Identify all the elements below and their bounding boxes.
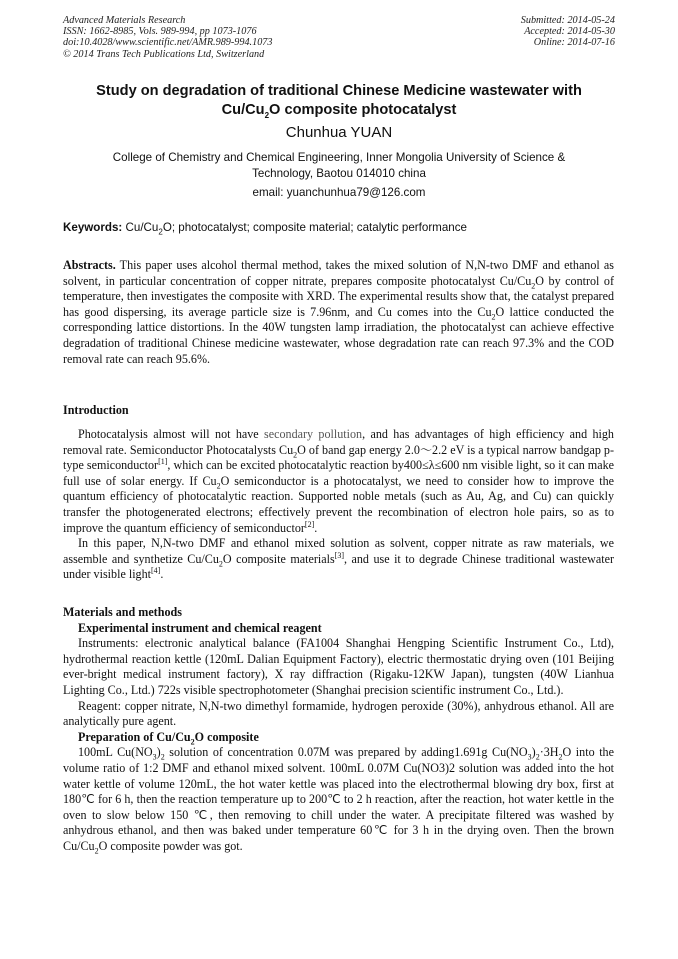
- reagent-paragraph: Reagent: copper nitrate, N,N-two dimethyl formamide, hydrogen peroxide (30%), anhydrous ethanol. All are analytically pure agent.: [63, 698, 614, 729]
- paper-title: [40, 82, 638, 120]
- abstract: Abstracts. This paper uses alcohol thermal method, takes the mixed solution of N,N-two DMF and ethanol as solvent, in particular concentration of copper nitrate, prepares composite photocatalyst $Cu/Cu_2O$ by control of temperature, then investigates the composite with XRD. The experimental results show that, the catalyst prepared has good dispersing, its average particle size is 7.96nm, and Cu comes into the $Cu_2O$ lattice conducted the corresponding lattice distortions. In the 40W tungsten lamp irradiation, the photocatalyst can achieve effective degradation of traditional Chinese medicine wastewater, whose degradation rate can reach 97.3% and the COD removal rate can reach 95.6%.: [63, 258, 614, 366]
- header-left: [63, 15, 272, 60]
- author-name: Chunhua YUAN: [285, 124, 393, 141]
- online-date: Online: 2014-07-16: [533, 37, 615, 49]
- introduction-section: [63, 427, 614, 583]
- keywords: Keywords: $Cu/Cu_2O$; photocatalyst; composite material; catalytic performance: [63, 221, 467, 237]
- submitted-date: Submitted: 2014-05-24: [520, 15, 615, 26]
- preparation-paragraph: 100mL $Cu(NO_3)_2$ solution of concentration 0.07M was prepared by adding1.691g $Cu(NO_3)_2\cdot 3H_2O$ into the volume ratio of 1:2 DMF and ethanol mixed solvent. 100mL 0.07M Cu(NO3)2 solution was added into the hot water kettle of volume 120mL, the hot water kettle was placed into the electrothermal blowing dry box, first at 180℃ for 6 h, then the reaction temperature up to 200℃ to 2 h reaction, after the reaction, hot water kettle in the oven to slow below 150 ℃, then removing to chill under the water. A precipitate filtered was washed by anhydrous ethanol, and then was baked under temperature 60℃ for 3 h in the drying oven. Then the brown $Cu/Cu_2O$ composite powder was got.: [63, 745, 614, 856]
- journal-name: Advanced Materials Research: [63, 15, 186, 26]
- introduction-heading: Introduction: [63, 403, 129, 417]
- accepted-date: Accepted: 2014-05-30: [524, 26, 615, 38]
- copyright: © 2014 Trans Tech Publications Ltd, Switzerland: [63, 48, 265, 60]
- preparation-subheading: Preparation of $Cu/Cu_2O$ composite: [78, 729, 259, 747]
- issn: ISSN: 1662-8985, Vols. 989-994, pp 1073-1076: [63, 26, 257, 38]
- methods-heading: Materials and methods: [63, 605, 182, 619]
- affiliation: College of Chemistry and Chemical Engineering, Inner Mongolia University of Science & Technology, Baotou 014010 china: [112, 151, 566, 180]
- doi: doi:10.4028/www.scientific.net/AMR.989-994.1073: [63, 37, 273, 49]
- header-right: [521, 15, 615, 49]
- instrument-subheading: Experimental instrument and chemical reagent: [78, 620, 322, 635]
- author-email: email: yuanchunhua79@126.com: [252, 186, 426, 199]
- methods-section: [63, 605, 614, 855]
- abstract-label: Abstracts.: [63, 258, 116, 272]
- title-line-2: $Cu/Cu_2O$ composite photocatalyst: [221, 102, 457, 120]
- intro-paragraph-1: Photocatalysis almost will not have secondary pollution, and has advantages of high efficiency and high removal rate. Semiconductor Photocatalysts $Cu_2O$ of band gap energy 2.0～2.2 eV is a typical narrow bandgap p-type semiconductor[1], which can be excited photocatalytic reaction by400≤λ≤600 nm visible light, so it can make full use of solar energy. If $Cu_2O$ semiconductor is a photocatalyst, we need to consider how to improve the quantum efficiency of photocatalytic reaction. Supported noble metals (such as Au, Ag, and Cu) can quickly transfer the photogenerated electrons; effectively prevent the recombination of electron hole pairs, so as to improve the quantum efficiency of semiconductor[2].: [63, 427, 614, 535]
- intro-paragraph-2: In this paper, N,N-two DMF and ethanol mixed solution as solvent, copper nitrate as raw materials, we assemble and synthetize $Cu/Cu_2O$ composite materials[3], and use it to degrade Chinese traditional wastewater under visible light[4].: [63, 536, 614, 582]
- instruments-paragraph: Instruments: electronic analytical balance (FA1004 Shanghai Hengping Scientific Instrument Co., Ltd), hydrothermal reaction kettle (120mL Dalian Equipment Factory), electric thermostatic drying oven (101 Beijing ever-bright medical instrument factory), X ray diffraction (Rigaku-12KW Japan), tungsten (40W Lianhua Lighting Co., Ltd.) 722s visible spectrophotometer (Shanghai precision scientific instrument Co., Ltd.).: [63, 636, 614, 697]
- keywords-label: Keywords:: [63, 221, 123, 234]
- title-line-1: Study on degradation of traditional Chinese Medicine wastewater with: [96, 83, 582, 99]
